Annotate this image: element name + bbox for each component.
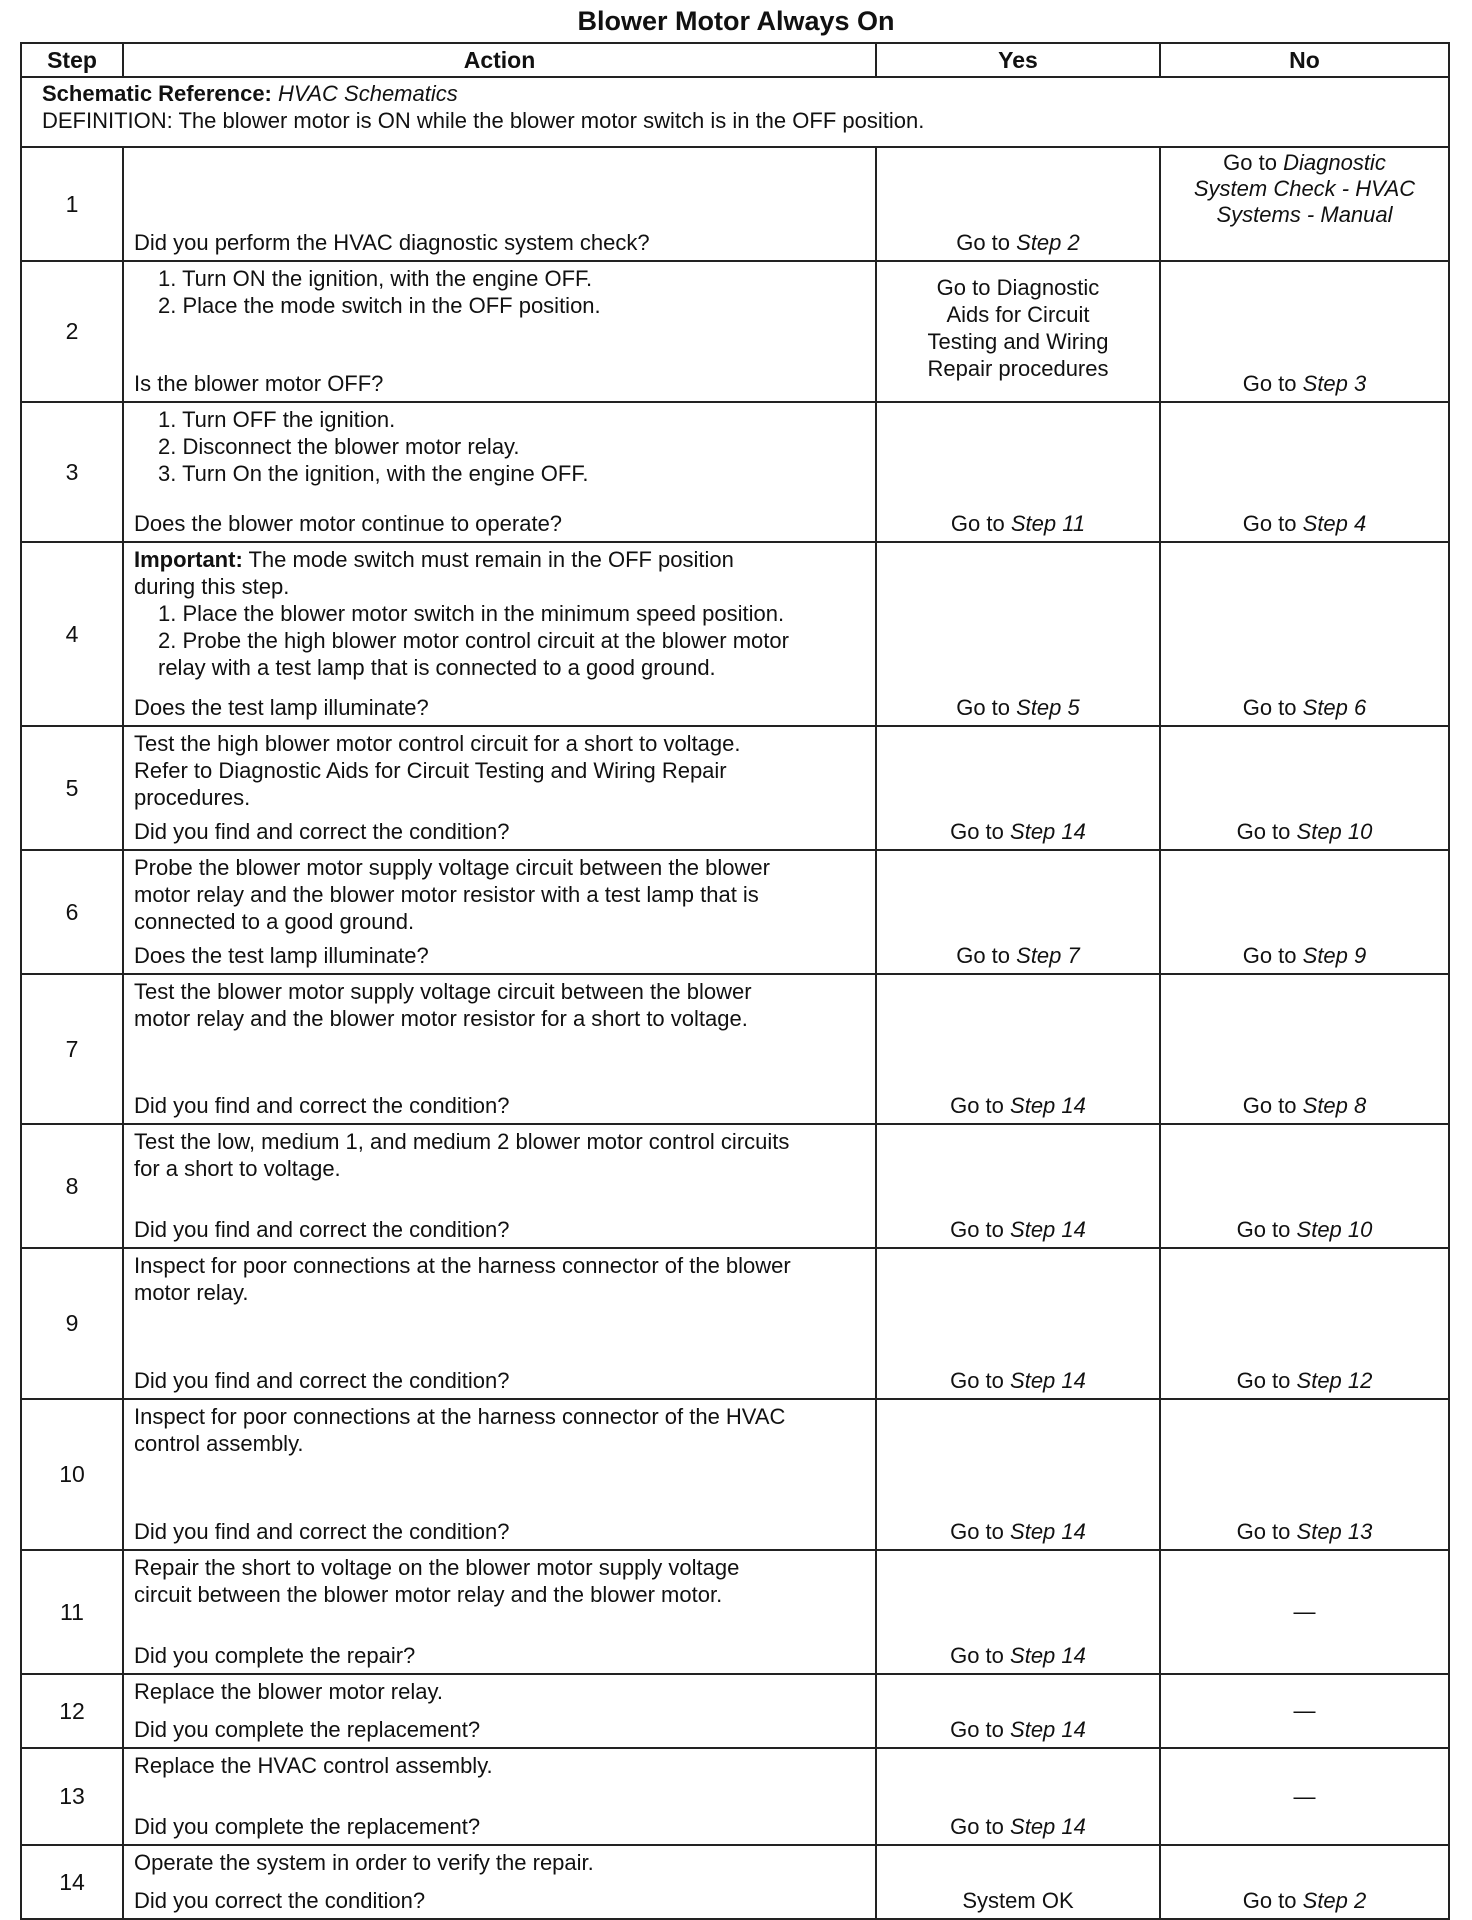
table-row [21,147,1449,261]
action-cell [123,974,876,1124]
step-number-cell: 12 [21,1674,123,1748]
yes-line: Testing and Wiring [927,329,1109,354]
step-word: Step [1296,819,1342,844]
action-steps-list [134,406,869,487]
action-question: Is the blower motor OFF? [134,371,384,396]
action-cell [123,850,876,974]
dash-text: — [1293,1698,1316,1723]
action-step-item: 2. Probe the high blower motor control circuit at the blower motor [158,628,789,653]
goto-step-ref [1011,511,1085,536]
step-number: 5 [1067,695,1080,720]
goto-prefix: Go to [950,1717,1004,1742]
step-word: Step [1010,1217,1056,1242]
step-word: Step [1302,511,1348,536]
schematic-label: Schematic Reference: [42,81,272,106]
step-word: Step [1010,1643,1056,1668]
step-number: 12 [1347,1368,1373,1393]
action-line: Inspect for poor connections at the harness connector of the HVAC [134,1404,786,1429]
dash-text: — [1293,1599,1316,1624]
step-word: Step [1010,511,1057,536]
no-goto [1161,1093,1448,1119]
no-dash [1161,1599,1448,1625]
yes-result: System OK [962,1888,1074,1913]
goto-step-ref [1010,1519,1086,1544]
header-row [21,43,1449,77]
step-number: 9 [1354,943,1367,968]
action-question: Does the test lamp illuminate? [134,695,429,720]
yes-goto [877,819,1159,845]
goto-step-ref [1303,1093,1367,1118]
goto-prefix: Go to [950,1093,1004,1118]
action-question: Did you correct the condition? [134,1888,426,1913]
no-cell [1160,402,1449,542]
action-line: Replace the blower motor relay. [134,1679,443,1704]
goto-prefix: Go to [1242,511,1297,536]
dash-text: — [1293,1783,1316,1809]
action-cell [123,726,876,850]
step-number: 7 [1067,943,1080,968]
diagnostic-table [20,42,1450,1920]
step-number: 2 [1067,230,1080,255]
yes-goto [877,1217,1159,1243]
action-line: Inspect for poor connections at the harness connector of the blower [134,1253,791,1278]
no-goto [1161,943,1448,969]
goto-prefix: Go to [1236,1519,1291,1544]
table-row [21,1248,1449,1399]
no-cell [1160,1399,1449,1550]
no-line [1161,176,1448,202]
step-word: Step [1296,1519,1342,1544]
step-number: 14 [1061,1093,1086,1118]
action-step-item: 1. Turn ON the ignition, with the engine OFF. [158,266,593,291]
goto-step-ref [1010,1217,1086,1242]
goto-prefix: Go to [950,511,1005,536]
step-word: Step [1016,695,1062,720]
goto-prefix: Go to [1236,1368,1291,1393]
no-cell [1160,1124,1449,1248]
goto-step-ref [1303,1888,1367,1913]
goto-prefix: Go to [1242,371,1297,396]
yes-cell [876,850,1160,974]
no-goto [1161,511,1448,537]
page-title: Blower Motor Always On [577,6,895,36]
goto-step-ref [1303,943,1367,968]
step-number: 14 [1061,819,1086,844]
yes-goto [877,1093,1159,1119]
action-question: Did you find and correct the condition? [134,1217,510,1242]
no-line [1161,150,1448,176]
goto-prefix: Go to [1242,943,1297,968]
no-cell [1160,726,1449,850]
action-line: control assembly. [134,1431,304,1456]
goto-prefix: Go to [950,819,1004,844]
step-word: Step [1016,230,1062,255]
goto-prefix: Go to [950,1519,1004,1544]
action-question: Did you find and correct the condition? [134,819,510,844]
no-dash [1161,1698,1448,1724]
yes-cell [876,1674,1160,1748]
yes-line: Repair procedures [927,356,1109,381]
goto-step-ref [1010,1814,1086,1839]
action-step-item: 3. Turn On the ignition, with the engine OFF. [158,461,589,486]
action-cell [123,1124,876,1248]
table-row [21,402,1449,542]
goto-step-ref [1016,695,1080,720]
no-cell [1160,1845,1449,1919]
step-number-cell: 1 [21,147,123,261]
step-word: Step [1302,371,1348,396]
action-line: circuit between the blower motor relay and the blower motor. [134,1582,723,1607]
no-cell [1160,261,1449,402]
step-word: Step [1010,819,1056,844]
no-cell [1160,542,1449,726]
step-number-cell: 3 [21,402,123,542]
yes-goto [877,1643,1159,1669]
table-row [21,726,1449,850]
no-goto [1161,1888,1448,1914]
goto-step-ref [1010,1368,1086,1393]
action-line: procedures. [134,785,251,810]
table-row [21,1845,1449,1919]
no-dash [1161,1784,1448,1810]
goto-step-ref [1010,1717,1086,1742]
action-question: Did you find and correct the condition? [134,1368,510,1393]
step-word: Step [1010,1519,1056,1544]
table-row [21,974,1449,1124]
action-cell [123,1845,876,1919]
action-steps-list [134,265,869,319]
step-number-cell: 4 [21,542,123,726]
step-number: 14 [1061,1519,1086,1544]
action-step-item: 2. Disconnect the blower motor relay. [158,434,520,459]
yes-goto [877,943,1159,969]
action-cell [123,1248,876,1399]
action-line: connected to a good ground. [134,909,415,934]
header-no: No [1160,43,1449,77]
action-question: Did you complete the replacement? [134,1814,481,1839]
table-row [21,850,1449,974]
yes-cell [876,402,1160,542]
step-word: Step [1016,943,1062,968]
important-note [134,546,869,573]
action-cell [123,1399,876,1550]
no-goto [1161,1217,1448,1243]
action-steps-list [134,600,869,681]
goto-step-ref [1297,1519,1373,1544]
step-word: Step [1302,1888,1348,1913]
no-cell [1160,1748,1449,1845]
yes-cell [876,1124,1160,1248]
step-number: 11 [1062,511,1086,536]
yes-goto [877,1814,1159,1840]
yes-line: Go to Diagnostic [936,275,1100,300]
step-number-cell: 11 [21,1550,123,1674]
action-line: for a short to voltage. [134,1156,341,1181]
goto-prefix: Go to [956,943,1011,968]
action-cell [123,1550,876,1674]
step-number: 14 [1061,1643,1086,1668]
yes-goto-reference [877,274,1159,382]
yes-cell [876,1248,1160,1399]
goto-prefix: Go to [1242,1888,1297,1913]
header-yes: Yes [876,43,1160,77]
action-cell [123,542,876,726]
goto-target: Diagnostic [1276,150,1386,175]
goto-prefix: Go to [950,1643,1004,1668]
goto-step-ref [1297,1217,1373,1242]
action-step-item: relay with a test lamp that is connected to a good ground. [158,655,716,680]
action-question: Did you perform the HVAC diagnostic system check? [134,230,650,255]
action-line: Test the low, medium 1, and medium 2 blower motor control circuits [134,1129,790,1154]
step-number-cell: 8 [21,1124,123,1248]
header-action: Action [123,43,876,77]
no-cell [1160,1248,1449,1399]
yes-cell [876,1748,1160,1845]
yes-cell [876,542,1160,726]
goto-step-ref [1016,230,1080,255]
important-continued: during this step. [134,574,290,599]
action-cell [123,1674,876,1748]
goto-step-ref [1303,511,1367,536]
no-goto [1161,371,1448,397]
yes-cell [876,1550,1160,1674]
no-cell [1160,147,1449,261]
table-row [21,1748,1449,1845]
table-row [21,261,1449,402]
action-question: Did you find and correct the condition? [134,1093,510,1118]
action-line: Operate the system in order to verify the repair. [134,1850,594,1875]
important-label: Important: [134,547,243,572]
goto-step-ref [1010,1643,1086,1668]
yes-cell [876,261,1160,402]
yes-line: Aids for Circuit [946,302,1090,327]
no-goto [1161,1519,1448,1545]
no-goto [1161,1368,1448,1394]
step-word: Step [1302,1093,1348,1118]
step-number: 10 [1347,819,1373,844]
step-number: 6 [1354,695,1367,720]
action-line: motor relay. [134,1280,249,1305]
action-step-item: 1. Turn OFF the ignition. [158,407,396,432]
action-question: Does the test lamp illuminate? [134,943,429,968]
goto-prefix: Go to [1236,819,1291,844]
table-row [21,1124,1449,1248]
action-question: Did you complete the repair? [134,1643,416,1668]
yes-goto [877,511,1159,537]
goto-prefix: Go to [956,230,1011,255]
goto-prefix: Go to [1242,1093,1297,1118]
table-row [21,542,1449,726]
step-word: Step [1296,1368,1342,1393]
no-cell [1160,974,1449,1124]
goto-prefix: Go to [950,1814,1004,1839]
yes-cell [876,1399,1160,1550]
action-cell [123,402,876,542]
goto-prefix: Go to [1236,1217,1291,1242]
no-cell [1160,1550,1449,1674]
goto-prefix: Go to [950,1368,1004,1393]
goto-step-ref [1303,371,1367,396]
yes-goto [877,1717,1159,1743]
yes-goto [877,1368,1159,1394]
yes-cell [876,726,1160,850]
goto-step-ref [1303,695,1367,720]
step-number: 14 [1061,1217,1086,1242]
step-number: 8 [1354,1093,1367,1118]
yes-goto [877,230,1159,256]
step-word: Step [1296,1217,1342,1242]
step-number: 10 [1347,1217,1373,1242]
action-line: Replace the HVAC control assembly. [134,1753,493,1778]
action-cell [123,261,876,402]
step-number-cell: 14 [21,1845,123,1919]
yes-cell [876,1845,1160,1919]
step-number-cell: 5 [21,726,123,850]
step-number: 4 [1354,511,1367,536]
goto-prefix: Go to [950,1217,1004,1242]
step-number-cell: 13 [21,1748,123,1845]
step-word: Step [1010,1368,1056,1393]
step-word: Step [1010,1814,1056,1839]
table-row [21,1674,1449,1748]
yes-goto [877,1519,1159,1545]
action-line: Test the high blower motor control circuit for a short to voltage. [134,731,741,756]
action-step-item: 2. Place the mode switch in the OFF position. [158,293,601,318]
step-word: Step [1010,1093,1056,1118]
step-number-cell: 7 [21,974,123,1124]
action-line: Test the blower motor supply voltage circuit between the blower [134,979,752,1004]
table-row [21,1399,1449,1550]
action-question: Does the blower motor continue to operate? [134,511,563,536]
step-number-cell: 10 [21,1399,123,1550]
no-goto [1161,695,1448,721]
goto-target: Systems - Manual [1216,202,1393,227]
action-cell [123,147,876,261]
step-word: Step [1010,1717,1056,1742]
yes-goto [877,695,1159,721]
table-row [21,1550,1449,1674]
step-number: 14 [1061,1717,1086,1742]
action-line: Probe the blower motor supply voltage circuit between the blower [134,855,770,880]
step-word: Step [1302,943,1348,968]
yes-cell [876,147,1160,261]
schematic-row [21,77,1449,147]
action-question: Did you complete the replacement? [134,1717,481,1742]
action-line: motor relay and the blower motor resistor for a short to voltage. [134,1006,748,1031]
step-number: 14 [1061,1368,1086,1393]
goto-step-ref [1016,943,1080,968]
step-number-cell: 2 [21,261,123,402]
no-goto [1161,819,1448,845]
action-line: Repair the short to voltage on the blower motor supply voltage [134,1555,740,1580]
step-number-cell: 9 [21,1248,123,1399]
step-number: 3 [1354,371,1367,396]
goto-prefix: Go to [1242,695,1297,720]
step-number: 2 [1354,1888,1367,1913]
no-cell [1160,850,1449,974]
important-text: The mode switch must remain in the OFF position [242,547,734,572]
header-step: Step [21,43,123,77]
goto-step-ref [1010,819,1086,844]
action-line: Refer to Diagnostic Aids for Circuit Testing and Wiring Repair [134,758,727,783]
goto-prefix: Go to [1223,150,1277,175]
yes-cell [876,974,1160,1124]
schematic-reference: HVAC Schematics [278,81,458,106]
step-number: 13 [1347,1519,1373,1544]
action-cell [123,1748,876,1845]
action-step-item: 1. Place the blower motor switch in the minimum speed position. [158,601,785,626]
goto-step-ref [1297,819,1373,844]
step-word: Step [1302,695,1348,720]
no-cell [1160,1674,1449,1748]
definition-text: DEFINITION: The blower motor is ON while the blower motor switch is in the OFF position. [42,108,925,133]
action-question: Did you find and correct the condition? [134,1519,510,1544]
step-number-cell: 6 [21,850,123,974]
goto-step-ref [1297,1368,1373,1393]
no-goto-reference [1161,150,1448,228]
action-line: motor relay and the blower motor resistor with a test lamp that is [134,882,759,907]
no-line [1161,202,1448,228]
goto-step-ref [1010,1093,1086,1118]
goto-target: System Check - HVAC [1193,176,1416,201]
goto-prefix: Go to [956,695,1011,720]
step-number: 14 [1061,1814,1086,1839]
